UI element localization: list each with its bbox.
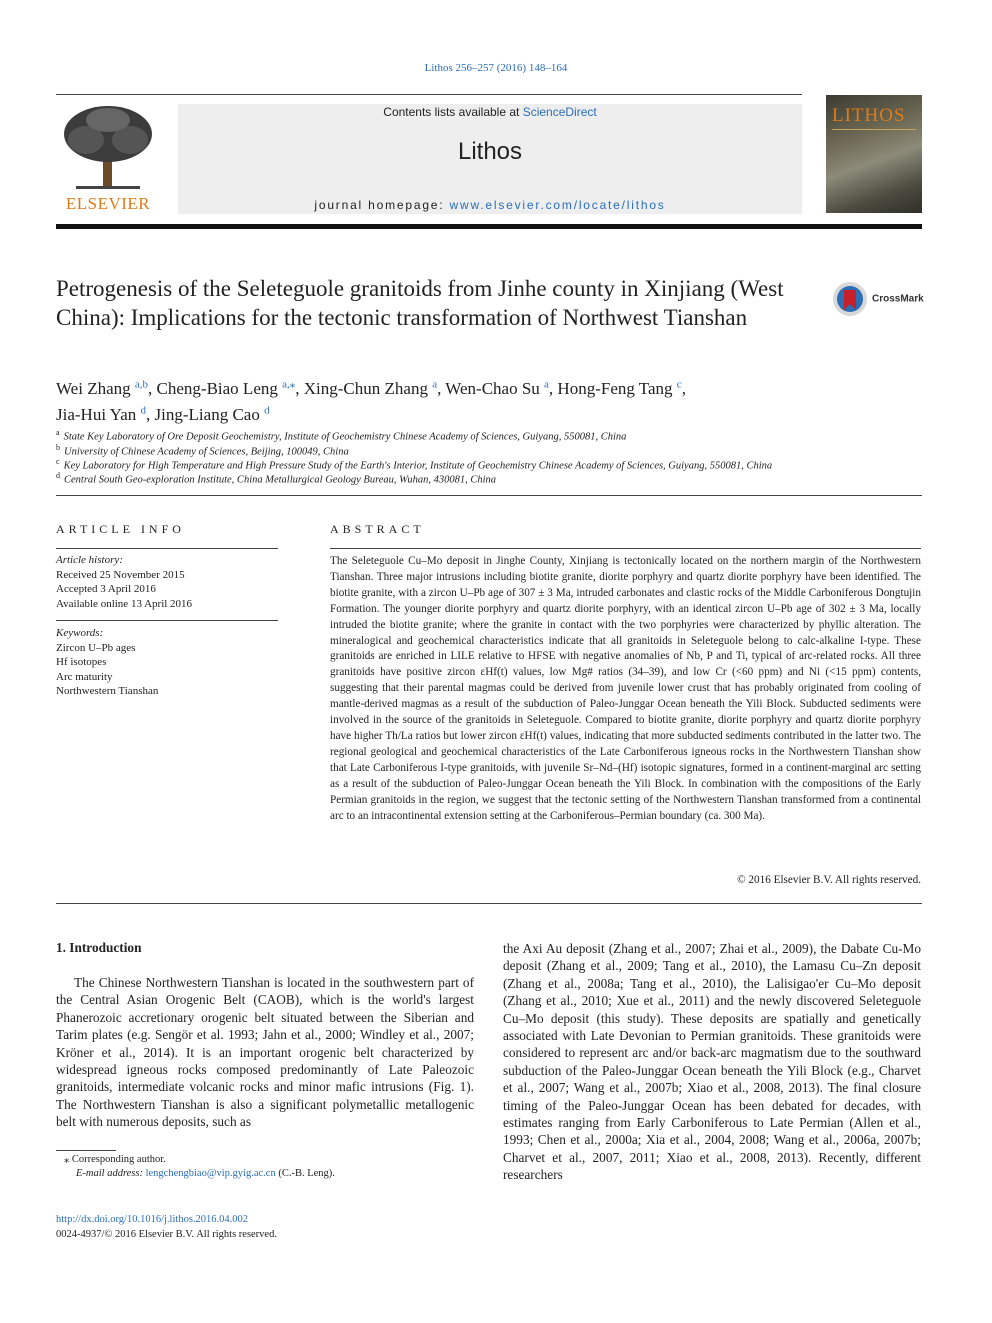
keywords — [56, 626, 278, 699]
issn-copyright: 0024-4937/© 2016 Elsevier B.V. All rights reserved. — [56, 1229, 277, 1240]
abstract-heading: ABSTRACT — [330, 522, 425, 536]
affiliation: $^c$ Key Laboratory for High Temperature and High Pressure Study of the Earth's Interior, Institute of Geochemistry Chinese Academy of Sciences, Guiyang, 550081, China — [56, 457, 773, 472]
journal-citation[interactable]: Lithos 256–257 (2016) 148–164 — [424, 62, 568, 74]
keyword: Northwestern Tianshan — [56, 685, 159, 697]
author-list — [56, 373, 816, 426]
affiliation: $^d$ Central South Geo-exploration Institute, China Metallurgical Geology Bureau, Wuhan, 430081, China — [56, 471, 497, 486]
email-link[interactable]: lengchengbiao@vip.gyig.ac.cn — [145, 1168, 276, 1179]
abstract-rule — [330, 548, 921, 549]
homepage-link[interactable]: www.elsevier.com/locate/lithos — [449, 198, 666, 212]
affiliation: $^b$ University of Chinese Academy of Sciences, Beijing, 100049, China — [56, 443, 349, 458]
journal-homepage — [178, 198, 802, 212]
article-info-heading: ARTICLE INFO — [56, 522, 185, 536]
online-date: Available online 13 April 2016 — [56, 597, 193, 610]
crossmark-badge[interactable] — [832, 281, 924, 317]
corresponding-author-note: ⁎ Corresponding author. — [64, 1154, 166, 1165]
article-info-rule — [56, 548, 278, 549]
contents-line — [178, 105, 802, 119]
doi-link[interactable]: http://dx.doi.org/10.1016/j.lithos.2016.04.002 — [56, 1214, 249, 1225]
contents-prefix: Contents lists available at — [383, 105, 523, 119]
email-suffix: (C.-B. Leng). — [275, 1168, 335, 1179]
author: Jing-Liang Cao $^d$ — [154, 404, 270, 425]
homepage-prefix: journal homepage: — [314, 198, 450, 212]
article-title: Petrogenesis of the Seleteguole granitoids from Jinhe county in Xinjiang (West China): Implications for the tectonic transformation of Northwest Tianshan — [56, 276, 784, 330]
email-note — [76, 1168, 335, 1179]
abstract-text: The Seleteguole Cu–Mo deposit in Jinghe County, Xinjiang is tectonically located on the northern margin of the Northwestern Tianshan. Three major intrusions including biotite granite, diorite porphyry and quartz diorite porphyry have been identified. The biotite granite, with a zircon U–Pb age of 307 ± 3 Ma, intruded carbonates and clastic rocks of the Middle Carboniferous Dongtujin Formation. The younger diorite porphyry and quartz diorite porphyry, with an identical zircon U–Pb age of 302 ± 3 Ma, locally intruded the biotite granite; where the granite in contact with the two porphyries were characterized by phyllic alteration. The mineralogical and geochemical characteristics indicate that all granitoids in Seleteguole belong to calc-alkaline I-type. These granitoids are enriched in LILE relative to HFSE with negative anomalies of Nb, P and Ti, typical of arc-related rocks. All three granitoids have positive zircon εHf(t) values, low Mg# ratios (34–39), and low Cr (<60 ppm) and Ni (<15 ppm) contents, suggesting that their parental magmas could be derived from juvenile lower crust that has probably originated from cooling of mantle-derived magmas as a result of the subduction of Paleo-Junggar Ocean beneath the Yili Block. Subducted sediments were involved in the source of the granitoids in Seleteguole. Compared to biotite granite, diorite porphyry and quartz diorite porphyry have higher Th/La ratios but lower zircon εHf(t) values, indicating that more subducted sediments contributed in the latter two. The regional geological and geochemical characteristics of the Late Carboniferous igneous rocks in the Northwestern Tianshan show that Late Carboniferous I-type granitoids, with juvenile Sr–Nd–(Hf) isotopic signatures, formed in a continent-marginal arc setting as a result of the subduction of Paleo-Junggar Ocean beneath the Yili Block. In combination with the compositions of the Early Permian granitoids in the region, we suggest that the tectonic setting of the Northwestern Tianshan transformed from a continental arc to an intracontinental extension setting at the Carboniferous–Permian boundary (ca. 300 Ma). — [330, 555, 921, 822]
cover-title: LITHOS — [832, 105, 906, 126]
journal-name[interactable]: Lithos — [457, 138, 523, 165]
keyword: Hf isotopes — [56, 656, 107, 668]
keywords-label: Keywords: — [56, 627, 104, 639]
abstract-bottom-rule — [56, 903, 922, 904]
author: Xing-Chun Zhang $^a$, — [303, 378, 446, 398]
intro-heading: 1. Introduction — [56, 940, 142, 955]
publisher-name: ELSEVIER — [65, 194, 151, 213]
affiliation-rule — [56, 495, 922, 496]
intro-right-column: the Axi Au deposit (Zhang et al., 2007; Zhai et al., 2009), the Dabate Cu-Mo deposit (Zhang et al., 2009; Tang et al., 2010), the Lamasu Cu–Zn deposit (Zhang et al., 2008a; Tang et al., 2010), the Lalisigao'er Cu–Mo deposit (Zhang et al., 2010; Xue et al., 2011) and the newly discovered Seleteguole Cu–Mo deposit (this study). These deposits are spatially and genetically associated with Late Devonian to Permian granitoids. These granitoids were considered to represent arc and/or back-arc magmatism due to the southward subduction of the Paleo-Junggar Ocean beneath the Yili Block (e.g., Charvet et al., 2007; Wang et al., 2007b; Xiao et al., 2008, 2013). The final closure timing of the Paleo-Junggar Ocean has been debated for decades, with estimates ranging from Early Carboniferous to Late Permian (Allen et al., 1993; Chen et al., 2000a; Xia et al., 2004, 2008; Wang et al., 2006a, 2007b; Charvet et al., 2007, 2011; Xiao et al., 2008, 2013). Recently, different researchers — [503, 941, 921, 1183]
history-label: Article history: — [56, 554, 123, 566]
cover-rule — [832, 129, 916, 130]
affiliation: $^a$ State Key Laboratory of Ore Deposit Geochemistry, Institute of Geochemistry Chinese Academy of Sciences, Guiyang, 550081, China — [56, 428, 627, 443]
sciencedirect-link[interactable]: ScienceDirect — [522, 105, 597, 119]
header-bottom-rule — [56, 224, 922, 229]
received-date: Received 25 November 2015 — [56, 568, 185, 581]
intro-left-column: The Chinese Northwestern Tianshan is located in the southwestern part of the Central Asian Orogenic Belt (CAOB), which is the world's largest Phanerozoic accretionary orogenic belt situated between the Siberian and Tarim plates (e.g. Sengör et al. 1993; Jahn et al., 2000; Windley et al., 2007; Kröner et al., 2014). It is an important orogenic belt characterized by widespread igneous rocks composed predominantly of Late Paleozoic granitoids, intermediate volcanic rocks and minor mafic intrusions (Fig. 1). The Northwestern Tianshan is also a significant polymetallic metallogenic belt with numerous deposits, such as — [56, 975, 474, 1130]
footnote-rule — [56, 1150, 116, 1151]
journal-cover[interactable] — [826, 95, 922, 213]
keywords-rule — [56, 620, 278, 621]
abstract-copyright: © 2016 Elsevier B.V. All rights reserved. — [737, 874, 921, 886]
email-label: E-mail address: — [76, 1168, 146, 1179]
accepted-date: Accepted 3 April 2016 — [56, 583, 156, 595]
author: Hong-Feng Tang $^c$, — [557, 378, 686, 398]
crossmark-label: CrossMark — [872, 293, 924, 305]
article-history — [56, 553, 278, 611]
keyword: Arc maturity — [56, 670, 113, 683]
keyword: Zircon U–Pb ages — [56, 641, 136, 654]
author: Wen-Chao Su $^a$, — [445, 378, 558, 398]
header-top-rule — [56, 94, 802, 95]
author: Cheng-Biao Leng $^{a,⁎}$, — [156, 378, 304, 398]
elsevier-logo[interactable] — [56, 102, 160, 214]
author: Jia-Hui Yan $^d$, — [56, 404, 155, 425]
crossmark-icon — [832, 281, 868, 317]
author: Wei Zhang $^{a,b}$, — [56, 378, 157, 398]
